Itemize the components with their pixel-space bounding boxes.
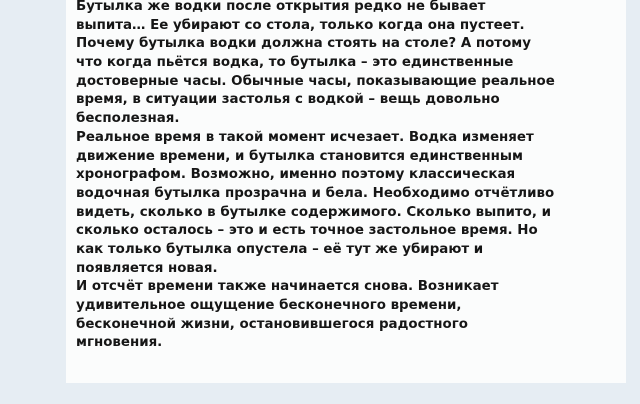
text-line: бесконечной жизни, остановившегося радостного [76, 316, 468, 332]
text-line: появляется новая. [76, 260, 218, 276]
article-text [76, 0, 622, 353]
text-line: мгновения. [76, 335, 163, 351]
text-line: Почему бутылка водки должна стоять на столе? А потому [76, 36, 531, 52]
text-line: водочная бутылка прозрачна и бела. Необходимо отчётливо [76, 185, 555, 201]
text-line: удивительное ощущение бесконечного времени, [76, 298, 462, 313]
text-line: Бутылка же водки после открытия редко не бывает [76, 0, 486, 14]
text-line: И отсчёт времени также начинается снова. Возникает [76, 279, 499, 295]
text-line: бесполезная. [76, 111, 180, 127]
text-line: хронографом. Возможно, именно поэтому классическая [76, 167, 516, 183]
text-line: что когда пьётся водка, то бутылка – это единственные [76, 55, 514, 71]
text-line: время, в ситуации застолья с водкой – вещь довольно [76, 92, 500, 108]
text-line: как только бутылка опустела – её тут же убирают и [76, 241, 484, 257]
text-line: видеть, сколько в бутылке содержимого. Сколько выпито, и [76, 204, 551, 220]
text-line: достоверные часы. Обычные часы, показывающие реальное [76, 73, 555, 89]
text-line: выпита… Ее убирают со стола, только когда она пустеет. [76, 17, 525, 33]
text-line: движение времени, и бутылка становится единственным [76, 148, 523, 164]
text-line: сколько осталось – это и есть точное застольное время. Но [76, 223, 538, 239]
text-line: Реальное время в такой момент исчезает. Водка изменяет [76, 129, 534, 145]
